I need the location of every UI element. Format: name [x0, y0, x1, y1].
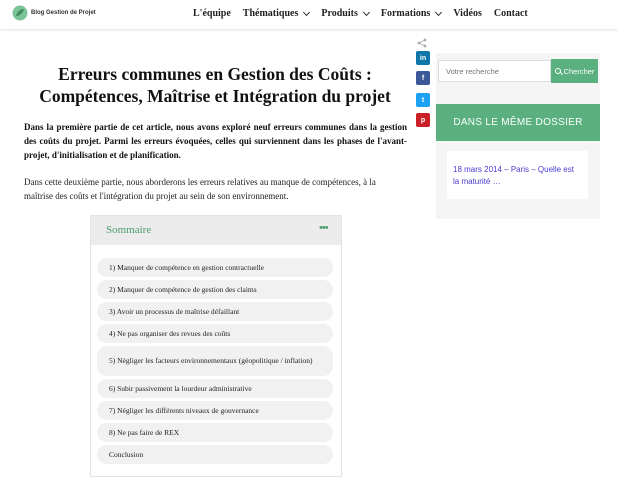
article-title-line2: Compétences, Maîtrise et Intégration du projet [39, 86, 391, 106]
toc-item[interactable] [97, 302, 333, 321]
main-nav [193, 8, 540, 19]
twitter-icon: t [421, 96, 425, 104]
toc-item-label: 6) Subir passivement la lourdeur administrative [109, 383, 252, 393]
toc-item[interactable] [97, 401, 333, 420]
nav-produits[interactable] [321, 8, 369, 19]
toc-item-label: Conclusion [109, 449, 144, 459]
dossier-heading: DANS LE MÊME DOSSIER [436, 104, 600, 141]
nav-label: Produits [321, 8, 358, 19]
share-icon [416, 38, 428, 48]
table-of-contents [90, 215, 342, 477]
nav-label: L'équipe [193, 8, 231, 19]
article-intro: Dans la première partie de cet article, nous avons exploré neuf erreurs communes dans la gestion des coûts du projet. Parmi les erreurs évoquées, celles qui surviennent dans les phases de l'avant-projet, d'initialisation et de planification. [24, 122, 407, 160]
site-logo[interactable] [12, 5, 96, 21]
search-icon [555, 68, 561, 74]
toc-item[interactable] [97, 258, 333, 277]
toc-item-label: 1) Manquer de compétence en gestion contractuelle [109, 262, 264, 272]
article-paragraph: Dans cette deuxième partie, nous aborderons les erreurs relatives au manque de compétences, à la maîtrise des coûts et l'intégration du projet au sein de son environnement. [24, 177, 376, 201]
chevron-down-icon [363, 8, 370, 15]
sidebar [436, 53, 600, 219]
search-input[interactable] [438, 60, 551, 82]
toc-item[interactable] [97, 346, 333, 376]
toc-toggle-button[interactable]: ••• [319, 222, 328, 234]
toc-item-label: 2) Manquer de compétence de gestion des claims [109, 284, 257, 294]
nav-label: Vidéos [453, 8, 482, 19]
article-title-line1: Erreurs communes en Gestion des Coûts : [58, 64, 372, 84]
logo-text: Blog Gestion de Projet [31, 10, 96, 16]
nav-label: Contact [493, 8, 528, 19]
nav-equipe[interactable] [193, 8, 231, 19]
twitter-share-button[interactable] [416, 93, 430, 107]
pinterest-icon: p [420, 116, 426, 124]
toc-item-label: 4) Ne pas organiser des revues des coûts [109, 328, 231, 338]
dossier-link[interactable]: 18 mars 2014 – Paris – Quelle est la maturité … [447, 151, 588, 199]
nav-videos[interactable] [453, 8, 482, 19]
nav-contact[interactable] [494, 8, 528, 19]
toc-item-label: 5) Négliger les facteurs environnementaux (géopolitique / inflation) [109, 356, 313, 365]
search-button-label: Chercher [563, 66, 595, 76]
search-button[interactable] [551, 59, 598, 83]
toc-list [97, 258, 333, 467]
toc-item[interactable] [97, 324, 333, 343]
toc-item-label: 8) Ne pas faire de REX [109, 427, 180, 437]
linkedin-icon: in [419, 54, 427, 62]
toc-title: Sommaire [106, 224, 152, 236]
nav-label: Formations [380, 8, 431, 19]
toc-item[interactable] [97, 445, 333, 464]
toc-item[interactable] [97, 280, 333, 299]
toc-item[interactable] [97, 379, 333, 398]
facebook-share-button[interactable] [416, 71, 430, 85]
article-title [24, 63, 406, 107]
nav-formations[interactable] [381, 8, 441, 19]
chevron-down-icon [435, 8, 442, 15]
logo-leaf-icon [12, 5, 28, 21]
toc-header [91, 216, 341, 245]
site-header [0, 0, 618, 29]
chevron-down-icon [303, 8, 310, 15]
linkedin-share-button[interactable] [416, 51, 430, 65]
nav-thematiques[interactable] [243, 8, 310, 19]
toc-item-label: 3) Avoir un processus de maîtrise défaillant [109, 306, 240, 316]
nav-label: Thématiques [242, 8, 299, 19]
pinterest-share-button[interactable] [416, 113, 430, 127]
toc-item[interactable] [97, 423, 333, 442]
facebook-icon: f [421, 74, 425, 82]
toc-item-label: 7) Négliger les différents niveaux de gouvernance [109, 405, 259, 415]
